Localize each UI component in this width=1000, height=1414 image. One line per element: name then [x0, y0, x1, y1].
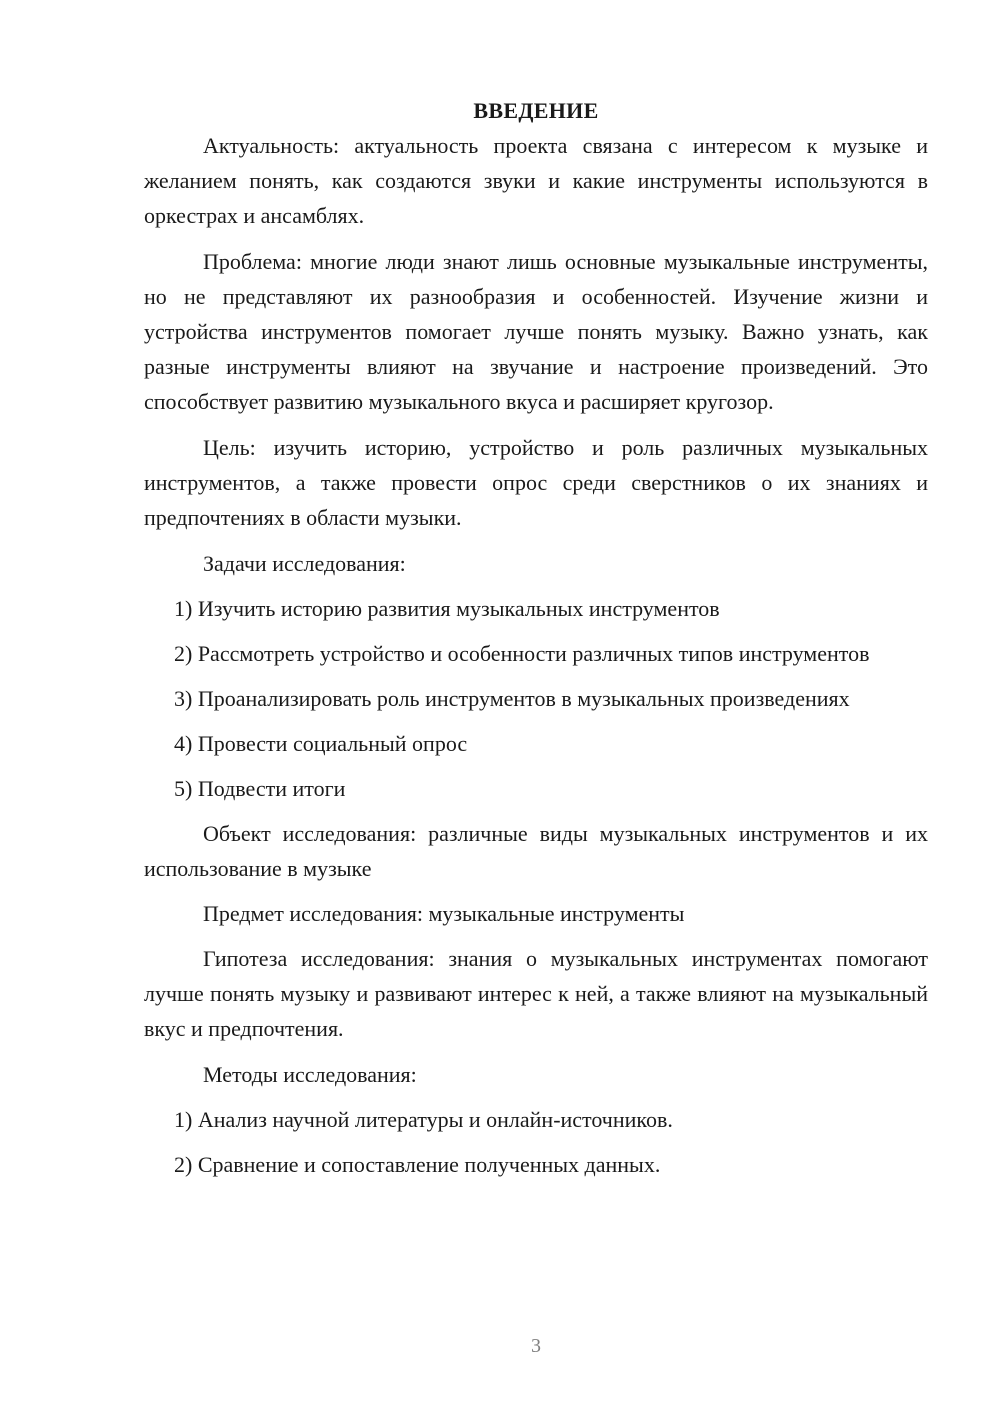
paragraph-hypothesis: Гипотеза исследования: знания о музыкальных инструментах помогают лучше понять музыку и развивают интерес к ней, а также влияют на музыкальный вкус и предпочтения.: [144, 946, 928, 1041]
page-title: ВВЕДЕНИЕ: [473, 98, 599, 123]
page-content: [144, 96, 928, 1182]
task-item-5: 5) Подвести итоги: [174, 776, 346, 801]
task-item-4: 4) Провести социальный опрос: [174, 731, 468, 756]
page-number: 3: [531, 1335, 541, 1357]
paragraph-problem: Проблема: многие люди знают лишь основные музыкальные инструменты, но не представляют их разнообразия и особенностей. Изучение жизни и устройства инструментов помогает лучше понять музыку. Важно узнать, как разные инструменты влияют на звучание и настроение произведений. Это способствует развитию музыкального вкуса и расширяет кругозор.: [144, 249, 928, 414]
paragraph-relevance: Актуальность: актуальность проекта связана с интересом к музыке и желанием понять, как создаются звуки и какие инструменты используются в оркестрах и ансамблях.: [144, 133, 928, 228]
paragraph-goal: Цель: изучить историю, устройство и роль различных музыкальных инструментов, а также провести опрос среди сверстников о их знаниях и предпочтениях в области музыки.: [144, 435, 928, 530]
paragraph-subject: Предмет исследования: музыкальные инструменты: [203, 901, 685, 926]
task-item-1: 1) Изучить историю развития музыкальных инструментов: [174, 596, 720, 621]
methods-heading: Методы исследования:: [203, 1062, 417, 1087]
method-item-2: 2) Сравнение и сопоставление полученных данных.: [174, 1152, 661, 1177]
method-item-1: 1) Анализ научной литературы и онлайн-источников.: [174, 1107, 673, 1132]
paragraph-object: Объект исследования: различные виды музыкальных инструментов и их использование в музыке: [144, 821, 928, 881]
tasks-heading: Задачи исследования:: [203, 551, 406, 576]
task-item-2: 2) Рассмотреть устройство и особенности различных типов инструментов: [174, 641, 870, 666]
task-item-3: 3) Проанализировать роль инструментов в музыкальных произведениях: [174, 686, 850, 711]
